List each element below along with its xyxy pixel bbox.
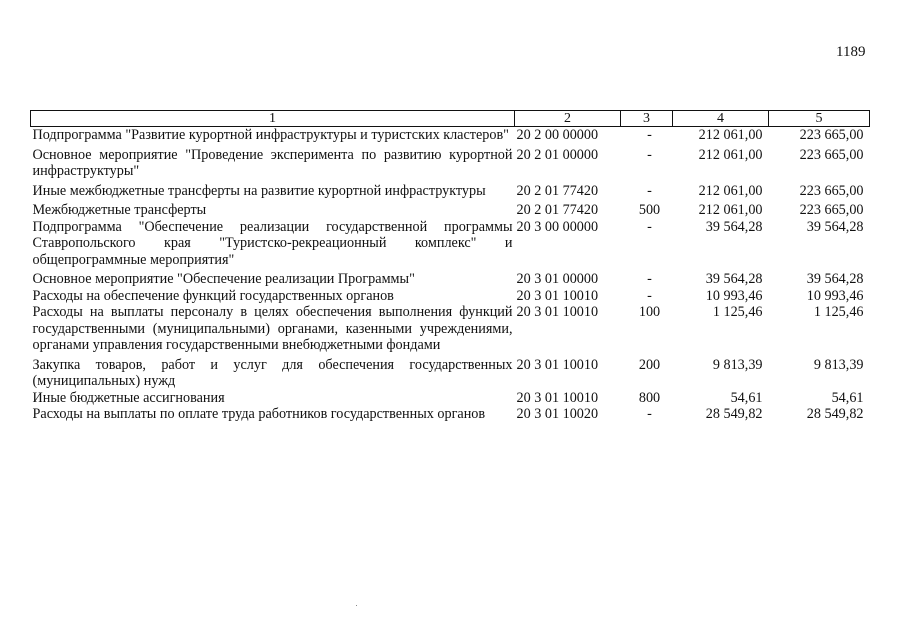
row-code: 20 3 01 10010 <box>516 389 599 406</box>
row-type: - <box>647 218 652 235</box>
row-value-4: 39 564,28 <box>705 271 763 287</box>
row-type: - <box>647 287 652 304</box>
row-name: Межбюджетные трансферты <box>32 202 207 218</box>
table-row <box>31 219 870 269</box>
row-code: 20 3 01 10020 <box>516 406 599 422</box>
row-value-4: 9 813,39 <box>712 356 763 373</box>
row-code: 20 2 01 77420 <box>516 182 599 199</box>
row-name: Иные межбюджетные трансферты на развитие курортной инфраструктуры <box>32 182 486 199</box>
row-value-5: 10 993,46 <box>806 287 864 304</box>
row-value-5: 28 549,82 <box>806 406 864 422</box>
row-value-5: 223 665,00 <box>799 202 864 218</box>
row-type: - <box>647 182 652 199</box>
table-row <box>31 304 870 354</box>
row-value-4: 212 061,00 <box>698 146 763 163</box>
row-type: 800 <box>638 389 661 406</box>
row-value-4: 39 564,28 <box>705 218 763 235</box>
header-col-4: 4 <box>673 111 769 127</box>
row-value-5: 223 665,00 <box>799 146 864 163</box>
table-row <box>31 354 870 390</box>
row-code: 20 2 01 00000 <box>516 146 599 163</box>
row-value-5: 9 813,39 <box>813 356 864 373</box>
table-row <box>31 180 870 200</box>
row-value-4: 10 993,46 <box>705 287 763 304</box>
table-row <box>31 127 870 144</box>
row-value-5: 39 564,28 <box>806 271 864 287</box>
row-value-4: 1 125,46 <box>712 304 763 320</box>
row-code: 20 3 01 10010 <box>516 356 599 373</box>
row-name: Иные бюджетные ассигнования <box>32 389 225 406</box>
row-type: - <box>647 127 652 143</box>
header-row <box>31 111 870 127</box>
header-col-1: 1 <box>31 111 515 127</box>
row-name: Подпрограмма "Развитие курортной инфраструктуры и туристских кластеров" <box>32 127 509 143</box>
row-code: 20 3 01 10010 <box>516 304 599 320</box>
budget-table <box>30 110 870 423</box>
row-type: 200 <box>638 356 661 373</box>
row-name: Расходы на выплаты персоналу в целях обеспечения выполнения функций государственными (муниципальными) органами, казенными учреждениями, органами управления государственными внебюджетными фондами <box>32 304 513 353</box>
page-number: 1189 <box>836 44 866 60</box>
row-name: Основное мероприятие "Обеспечение реализации Программы" <box>32 271 415 287</box>
row-name: Подпрограмма "Обеспечение реализации государственной программы Ставропольского края "Туристско-рекреационный комплекс" и общепрограммные мероприятия" <box>32 218 513 268</box>
row-name: Основное мероприятие "Проведение эксперимента по развитию курортной инфраструктуры" <box>32 146 513 179</box>
row-value-5: 223 665,00 <box>799 182 864 199</box>
table-row <box>31 390 870 407</box>
row-type: 500 <box>638 202 661 218</box>
row-code: 20 3 01 10010 <box>516 287 599 304</box>
header-col-5: 5 <box>769 111 870 127</box>
row-value-4: 212 061,00 <box>698 127 763 143</box>
row-type: 100 <box>638 304 661 320</box>
row-type: - <box>647 406 652 422</box>
row-type: - <box>647 146 652 163</box>
table-row <box>31 144 870 180</box>
row-code: 20 3 01 00000 <box>516 271 599 287</box>
row-name: Закупка товаров, работ и услуг для обеспечения государственных (муниципальных) нужд <box>32 356 513 389</box>
row-value-4: 28 549,82 <box>705 406 763 422</box>
row-value-4: 212 061,00 <box>698 202 763 218</box>
row-value-5: 223 665,00 <box>799 127 864 143</box>
row-value-5: 1 125,46 <box>813 304 864 320</box>
row-name: Расходы на обеспечение функций государственных органов <box>32 287 394 304</box>
row-code: 20 2 01 77420 <box>516 202 599 218</box>
scan-speck <box>356 605 357 606</box>
header-col-3: 3 <box>621 111 673 127</box>
table-row <box>31 406 870 423</box>
table-row <box>31 199 870 219</box>
table-row <box>31 268 870 288</box>
row-code: 20 3 00 00000 <box>516 218 599 235</box>
table-row <box>31 288 870 305</box>
row-type: - <box>647 271 652 287</box>
row-name: Расходы на выплаты по оплате труда работников государственных органов <box>32 406 486 422</box>
header-col-2: 2 <box>515 111 621 127</box>
row-value-4: 54,61 <box>730 389 763 406</box>
row-value-4: 212 061,00 <box>698 182 763 199</box>
row-value-5: 54,61 <box>831 389 864 406</box>
row-value-5: 39 564,28 <box>806 218 864 235</box>
row-code: 20 2 00 00000 <box>516 127 599 143</box>
